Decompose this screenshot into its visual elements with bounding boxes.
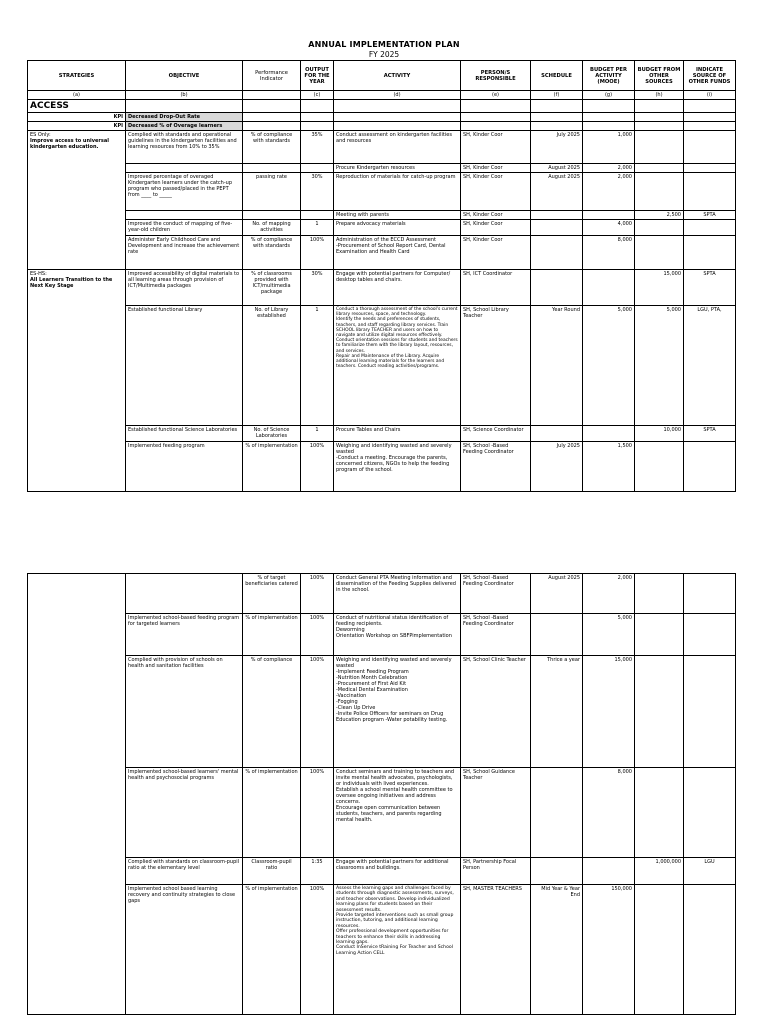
budget-cell: 1,000: [583, 131, 635, 164]
output-cell: 100%: [301, 442, 334, 492]
budget-other-cell: 1,000,000: [635, 858, 684, 885]
output-cell: 100%: [301, 236, 334, 270]
table-row: [28, 574, 736, 614]
activity-cell: Procure Tables and Chairs: [334, 426, 461, 442]
person-cell: SH, School -Based Feeding Coordinator: [461, 442, 531, 492]
kpi-label: KPI: [28, 113, 126, 122]
indicator-cell: % of target beneficiaries catered: [243, 574, 301, 614]
objective-cell: Complied with standards on classroom-pupil ratio at the elementary level: [126, 858, 243, 885]
activity-cell: Assess the learning gaps and challenges faced by students through diagnostic assessments, surveys, and teacher observations. Develop individualized learning plans for students based on their assessment results. Provide targeted interventions such as small group instruction, tutoring, and additional learning resources. Offer professional development opportunities for teachers to enhance their skills in addressing learning gaps. Conduct InService tRaining For Teacher and School Learning Action CELL: [334, 885, 461, 1015]
activity-cell: Conduct of nutritional status identification of feeding recipients. Deworming Orientation Workshop on SBFPimplementation: [334, 614, 461, 656]
person-cell: SH, Kinder Coor: [461, 164, 531, 173]
budget-other-cell: 15,000: [635, 270, 684, 306]
subheader: (i): [684, 91, 736, 100]
activity-cell: Meeting with parents: [334, 211, 461, 220]
schedule-cell: July 2025: [531, 442, 583, 492]
person-cell: SH, School Clinic Teacher: [461, 656, 531, 768]
subheader: (f): [531, 91, 583, 100]
plan-table-page-2: [27, 573, 736, 1015]
person-cell: SH, Kinder Coor: [461, 236, 531, 270]
indicator-cell: No. of Science Laboratories: [243, 426, 301, 442]
indicator-cell: passing rate: [243, 173, 301, 211]
activity-cell: Conduct assessment on kindergarten facilities and resources: [334, 131, 461, 164]
person-cell: SH, Kinder Coor: [461, 131, 531, 164]
budget-cell: 5,000: [583, 306, 635, 426]
output-cell: 1:35: [301, 858, 334, 885]
source-cell: SPTA: [684, 211, 736, 220]
table-row: [28, 858, 736, 885]
source-cell: LGU: [684, 858, 736, 885]
objective-cell: Improved accessibility of digital materials to all learning areas through provision of ICT/Multimedia packages: [126, 270, 243, 306]
header-activity: ACTIVITY: [334, 61, 461, 91]
activity-cell: Weighing and identifying wasted and severely wasted -Conduct a meeting. Encourage the parents, concerned citizens, NGOs to help the feeding program of the school.: [334, 442, 461, 492]
schedule-cell: July 2025: [531, 131, 583, 164]
output-cell: 1: [301, 220, 334, 236]
kpi-dropout: Decreased Drop-Out Rate: [126, 113, 243, 122]
schedule-cell: August 2025: [531, 173, 583, 211]
indicator-cell: % of implementation: [243, 614, 301, 656]
strategy-cell: [28, 270, 126, 492]
budget-cell: 15,000: [583, 656, 635, 768]
budget-other-cell: 10,000: [635, 426, 684, 442]
budget-cell: 2,000: [583, 574, 635, 614]
person-cell: SH, Kinder Coor: [461, 220, 531, 236]
header-objective: OBJECTIVE: [126, 61, 243, 91]
document-subtitle: FY 2025: [368, 50, 400, 59]
header-strategies: STRATEGIES: [28, 61, 126, 91]
objective-cell: Implemented feeding program: [126, 442, 243, 492]
source-cell: SPTA: [684, 426, 736, 442]
objective-cell: Implemented school-based learners' mental health and psychosocial programs: [126, 768, 243, 858]
subheader: (g): [583, 91, 635, 100]
activity-cell: Prepare advocacy materials: [334, 220, 461, 236]
indicator-cell: % of compliance with standards: [243, 131, 301, 164]
table-row: [28, 442, 736, 492]
kpi-label: KPI: [28, 122, 126, 131]
schedule-cell: August 2025: [531, 164, 583, 173]
activity-cell: Conduct seminars and training to teachers and invite mental health advocates, psychologists, or individuals with lived experiences. Establish a school mental health committee to oversee ongoing initiatives and address concerns. Encourage open communication between students, teachers, and parents regarding mental health.: [334, 768, 461, 858]
table-row: [28, 131, 736, 164]
header-indicator: Performance Indicator: [243, 61, 301, 91]
table-row: [28, 164, 736, 173]
table-row: [28, 768, 736, 858]
strategy-text: All Learners Transition to the Next Key Stage: [30, 277, 113, 289]
indicator-cell: % of compliance: [243, 656, 301, 768]
schedule-cell: Thrice a year: [531, 656, 583, 768]
subheader: (b): [126, 91, 243, 100]
budget-cell: 8,000: [583, 236, 635, 270]
objective-cell: Established functional Science Laboratories: [126, 426, 243, 442]
indicator-cell: No. of Library established: [243, 306, 301, 426]
subheader: (c): [301, 91, 334, 100]
person-cell: SH, ICT Coordinator: [461, 270, 531, 306]
objective-cell: Improved percentage of overaged Kindergarten learners under the catch-up program who passed/placed in the PEPT from ____ to _____: [126, 173, 243, 211]
indicator-cell: No. of mapping activities: [243, 220, 301, 236]
budget-cell: 4,000: [583, 220, 635, 236]
budget-cell: 150,000: [583, 885, 635, 1015]
indicator-cell: Classroom-pupil ratio: [243, 858, 301, 885]
kpi-overage: Decreased % of Overage learners: [126, 122, 243, 131]
indicator-cell: % of implementation: [243, 768, 301, 858]
subheader: (d): [334, 91, 461, 100]
strategy-text: Improve access to universal kindergarten education.: [30, 138, 109, 150]
subheader: (h): [635, 91, 684, 100]
output-cell: 100%: [301, 885, 334, 1015]
table-row: [28, 656, 736, 768]
table-row: [28, 885, 736, 1015]
table-row: [28, 614, 736, 656]
objective-cell: Improved the conduct of mapping of five-year-old children: [126, 220, 243, 236]
output-cell: 30%: [301, 270, 334, 306]
budget-other-cell: 2,500: [635, 211, 684, 220]
table-row: [28, 236, 736, 270]
subheader: (e): [461, 91, 531, 100]
source-cell: LGU, PTA,: [684, 306, 736, 426]
activity-cell: Conduct a thorough assessment of the school's current library resources, space, and technology. Identify the needs and preferences of students, teachers, and staff regarding library services. Train SCHOOL library TEACHER and users on how to navigate and utilize digital resources effectively. Conduct orientation sessions for students and teachers to familiarize them with the library layout, resources, and services. Repair and Maintenance of the Library. Acquire additional learning materials for the learners and teachers. Conduct reading activities/programs.: [334, 306, 461, 426]
header-budget-other: BUDGET FROM OTHER SOURCES: [635, 61, 684, 91]
output-cell: 30%: [301, 173, 334, 211]
activity-cell: Reproduction of materials for catch-up program: [334, 173, 461, 211]
budget-cell: 5,000: [583, 614, 635, 656]
person-cell: SH, School -Based Feeding Coordinator: [461, 574, 531, 614]
table-row: [28, 270, 736, 306]
strategy-cell: [28, 131, 126, 270]
strategy-scope: ES Only:: [30, 132, 51, 138]
table-row: [28, 211, 736, 220]
budget-cell: 1,500: [583, 442, 635, 492]
subheader: [243, 91, 301, 100]
section-access: ACCESS: [28, 100, 126, 113]
budget-cell: 2,000: [583, 164, 635, 173]
table-row: [28, 220, 736, 236]
objective-cell: Implemented school based learning recovery and continuity strategies to close gaps: [126, 885, 243, 1015]
person-cell: SH, School Guidance Teacher: [461, 768, 531, 858]
person-cell: SH, School -Based Feeding Coordinator: [461, 614, 531, 656]
document-title: ANNUAL IMPLEMENTATION PLAN: [308, 40, 460, 49]
activity-cell: Weighing and identifying wasted and severely wasted -Implement Feeding Program -Nutrition Month Celebration -Procurement of First Aid Kit -Medical Dental Examination -Vaccination -Fogging -Clean Up Drive -Invite Police Officers for seminars on Drug Education program -Water potability testing.: [334, 656, 461, 768]
objective-cell: Administer Early Childhood Care and Development and increase the achievement rate: [126, 236, 243, 270]
activity-cell: Procure Kindergarten resources: [334, 164, 461, 173]
table-row: [28, 173, 736, 211]
person-cell: SH, Kinder Coor: [461, 211, 531, 220]
strategy-scope: ES-HS:: [30, 271, 47, 277]
plan-table-page-1: [27, 60, 736, 492]
budget-cell: 2,000: [583, 173, 635, 211]
header-budget: BUDGET PER ACTIVITY (MOOE): [583, 61, 635, 91]
person-cell: SH, Kinder Coor: [461, 173, 531, 211]
activity-cell: Engage with potential partners for additional classrooms and buildings.: [334, 858, 461, 885]
person-cell: SH, School Library Teacher: [461, 306, 531, 426]
objective-cell: Complied with standards and operational guidelines in the kindergarten facilities and learning resources from 10% to 35%: [126, 131, 243, 164]
objective-cell: Complied with provision of schools on health and sanitation facilities: [126, 656, 243, 768]
output-cell: 100%: [301, 656, 334, 768]
activity-cell: Conduct General PTA Meeting information and dissemination of the Feeding Supplies delivered in the school.: [334, 574, 461, 614]
activity-cell: Engage with potential partners for Computer/ desktop tables and chairs.: [334, 270, 461, 306]
header-person: PERSON/S RESPONSIBLE: [461, 61, 531, 91]
output-cell: 100%: [301, 574, 334, 614]
table-row: [28, 306, 736, 426]
budget-cell: 8,000: [583, 768, 635, 858]
header-schedule: SCHEDULE: [531, 61, 583, 91]
schedule-cell: Year Round: [531, 306, 583, 426]
objective-cell: Established functional Library: [126, 306, 243, 426]
indicator-cell: % of implementation: [243, 885, 301, 1015]
budget-other-cell: 5,000: [635, 306, 684, 426]
objective-cell: Implemented school-based feeding program for targeted learners: [126, 614, 243, 656]
table-row: [28, 426, 736, 442]
header-source: INDICATE SOURCE OF OTHER FUNDS: [684, 61, 736, 91]
source-cell: SPTA: [684, 270, 736, 306]
indicator-cell: % of compliance with standards: [243, 236, 301, 270]
schedule-cell: August 2025: [531, 574, 583, 614]
person-cell: SH, MASTER TEACHERS: [461, 885, 531, 1015]
indicator-cell: % of classrooms provided with ICT/multimedia package: [243, 270, 301, 306]
output-cell: 1: [301, 426, 334, 442]
header-output: OUTPUT FOR THE YEAR: [301, 61, 334, 91]
output-cell: 100%: [301, 768, 334, 858]
output-cell: 100%: [301, 614, 334, 656]
indicator-cell: % of implementation: [243, 442, 301, 492]
person-cell: SH, Partnership Focal Person: [461, 858, 531, 885]
person-cell: SH, Science Coordinator: [461, 426, 531, 442]
subheader: (a): [28, 91, 126, 100]
activity-cell: Administration of the ECCD Assessment -Procurement of School Report Card, Dental Examination and Health Card: [334, 236, 461, 270]
schedule-cell: Mid Year & Year End: [531, 885, 583, 1015]
output-cell: 35%: [301, 131, 334, 164]
output-cell: 1: [301, 306, 334, 426]
